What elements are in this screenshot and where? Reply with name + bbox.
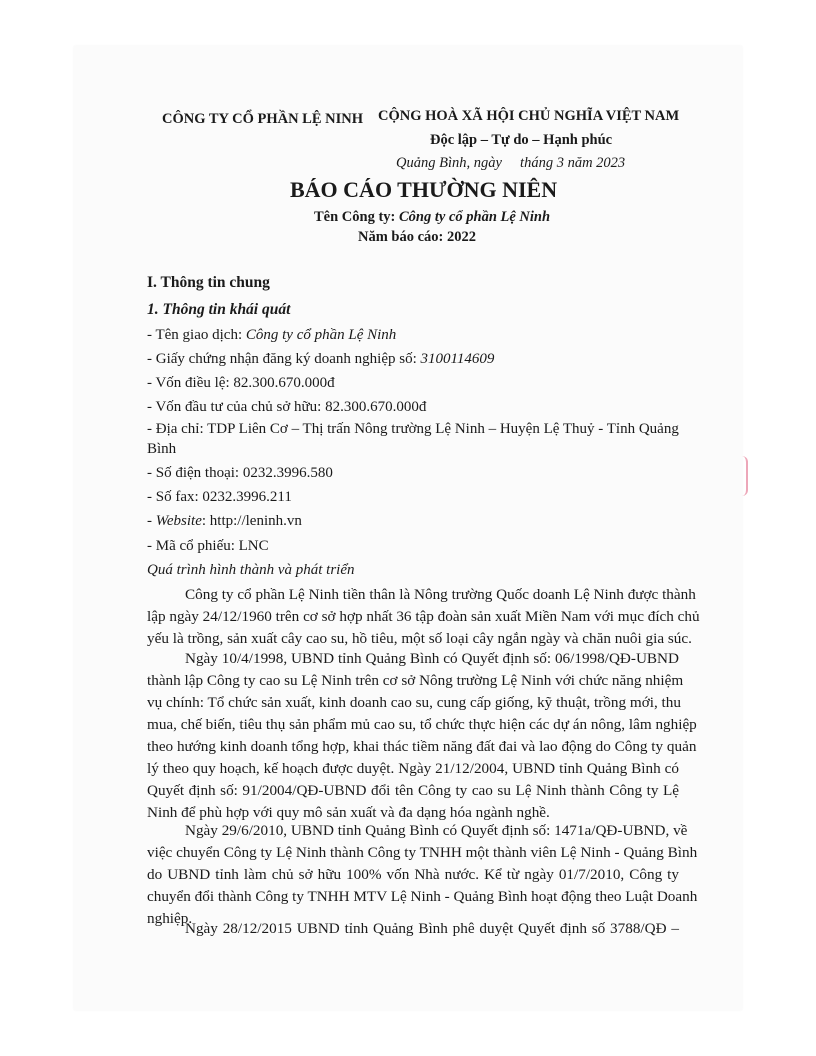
website-link[interactable]: http://leninh.vn — [209, 513, 302, 529]
company-name-line — [314, 209, 550, 226]
info-item-phone: - Số điện thoại: 0232.3996.580 — [147, 465, 333, 481]
paragraph-2010: Ngày 29/6/2010, UBND tỉnh Quảng Bình có Quyết định số: 1471a/QĐ-UBND, về việc chuyển Công ty Lệ Ninh thành Công ty TNHH một thành viên Lệ Ninh - Quảng Bình do UBND tỉnh làm chủ sở hữu 100% vốn Nhà nước. Kể từ ngày 01/7/2010, Công ty chuyển đổi thành Công ty TNHH MTV Lệ Ninh - Quảng Bình hoạt động theo Luật Doanh nghiệp. — [147, 822, 698, 927]
info-item-registration: - Giấy chứng nhận đăng ký doanh nghiệp số: 3100114609 — [147, 351, 495, 367]
report-title: BÁO CÁO THƯỜNG NIÊN — [290, 177, 558, 202]
place-date: Quảng Bình, ngày tháng 3 năm 2023 — [396, 155, 626, 171]
info-item-website: - Website: http://leninh.vn — [147, 513, 302, 529]
report-year: Năm báo cáo: 2022 — [358, 229, 477, 245]
company-header: CÔNG TY CỔ PHẦN LỆ NINH — [162, 111, 364, 127]
info-item-trade-name: - Tên giao dịch: Công ty cổ phần Lệ Ninh — [147, 327, 397, 343]
motto: Độc lập – Tự do – Hạnh phúc — [430, 132, 613, 148]
info-item-stock-code: - Mã cổ phiếu: LNC — [147, 538, 269, 554]
section-heading: I. Thông tin chung — [147, 274, 270, 291]
info-item-address: - Địa chỉ: TDP Liên Cơ – Thị trấn Nông trường Lệ Ninh – Huyện Lệ Thuỷ - Tỉnh Quảng — [147, 421, 679, 437]
paragraph-founding: Công ty cổ phần Lệ Ninh tiền thân là Nông trường Quốc doanh Lệ Ninh được thành lập ngày 24/12/1960 trên cơ sở hợp nhất 36 tập đoàn sản xuất Miền Nam với mục đích chủ yếu là trồng, sản xuất cây cao su, hồ tiêu, một số loại cây ngắn ngày và chăn nuôi gia súc. — [147, 586, 700, 647]
company-name-label: Tên Công ty: — [314, 209, 399, 225]
company-name-value: Công ty cổ phần Lệ Ninh — [399, 209, 551, 225]
paragraph-2015: Ngày 28/12/2015 UBND tỉnh Quảng Bình phê duyệt Quyết định số 3788/QĐ – — [185, 920, 679, 937]
info-item-address-cont: Bình — [147, 441, 177, 457]
history-heading: Quá trình hình thành và phát triển — [147, 562, 355, 578]
subsection-heading: 1. Thông tin khái quát — [147, 301, 291, 318]
info-item-fax: - Số fax: 0232.3996.211 — [147, 489, 292, 505]
pen-mark — [738, 456, 748, 496]
republic-header: CỘNG HOÀ XÃ HỘI CHỦ NGHĨA VIỆT NAM — [378, 108, 680, 124]
info-item-charter-capital: - Vốn điều lệ: 82.300.670.000đ — [147, 375, 335, 391]
paragraph-1998: Ngày 10/4/1998, UBND tỉnh Quảng Bình có Quyết định số: 06/1998/QĐ-UBND thành lập Công ty cao su Lệ Ninh trên cơ sở Nông trường Lệ Ninh với chức năng nhiệm vụ chính: Tổ chức sản xuất, kinh doanh cao su, cung cấp giống, kỹ thuật, trồng mới, thu mua, chế biến, tiêu thụ sản phẩm mủ cao su, tổ chức thực hiện các dự án nông, lâm nghiệp theo hướng kinh doanh tổng hợp, khai thác tiềm năng đất đai và lao động do Công ty quản lý theo quy hoạch, kế hoạch được duyệt. Ngày 21/12/2004, UBND tỉnh Quảng Bình có Quyết định số: 91/2004/QĐ-UBND đổi tên Công ty cao su Lệ Ninh thành Công ty Lệ Ninh để phù hợp với quy mô sản xuất và đa dạng hóa ngành nghề. — [147, 650, 697, 821]
info-item-owner-capital: - Vốn đầu tư của chủ sở hữu: 82.300.670.000đ — [147, 399, 427, 415]
